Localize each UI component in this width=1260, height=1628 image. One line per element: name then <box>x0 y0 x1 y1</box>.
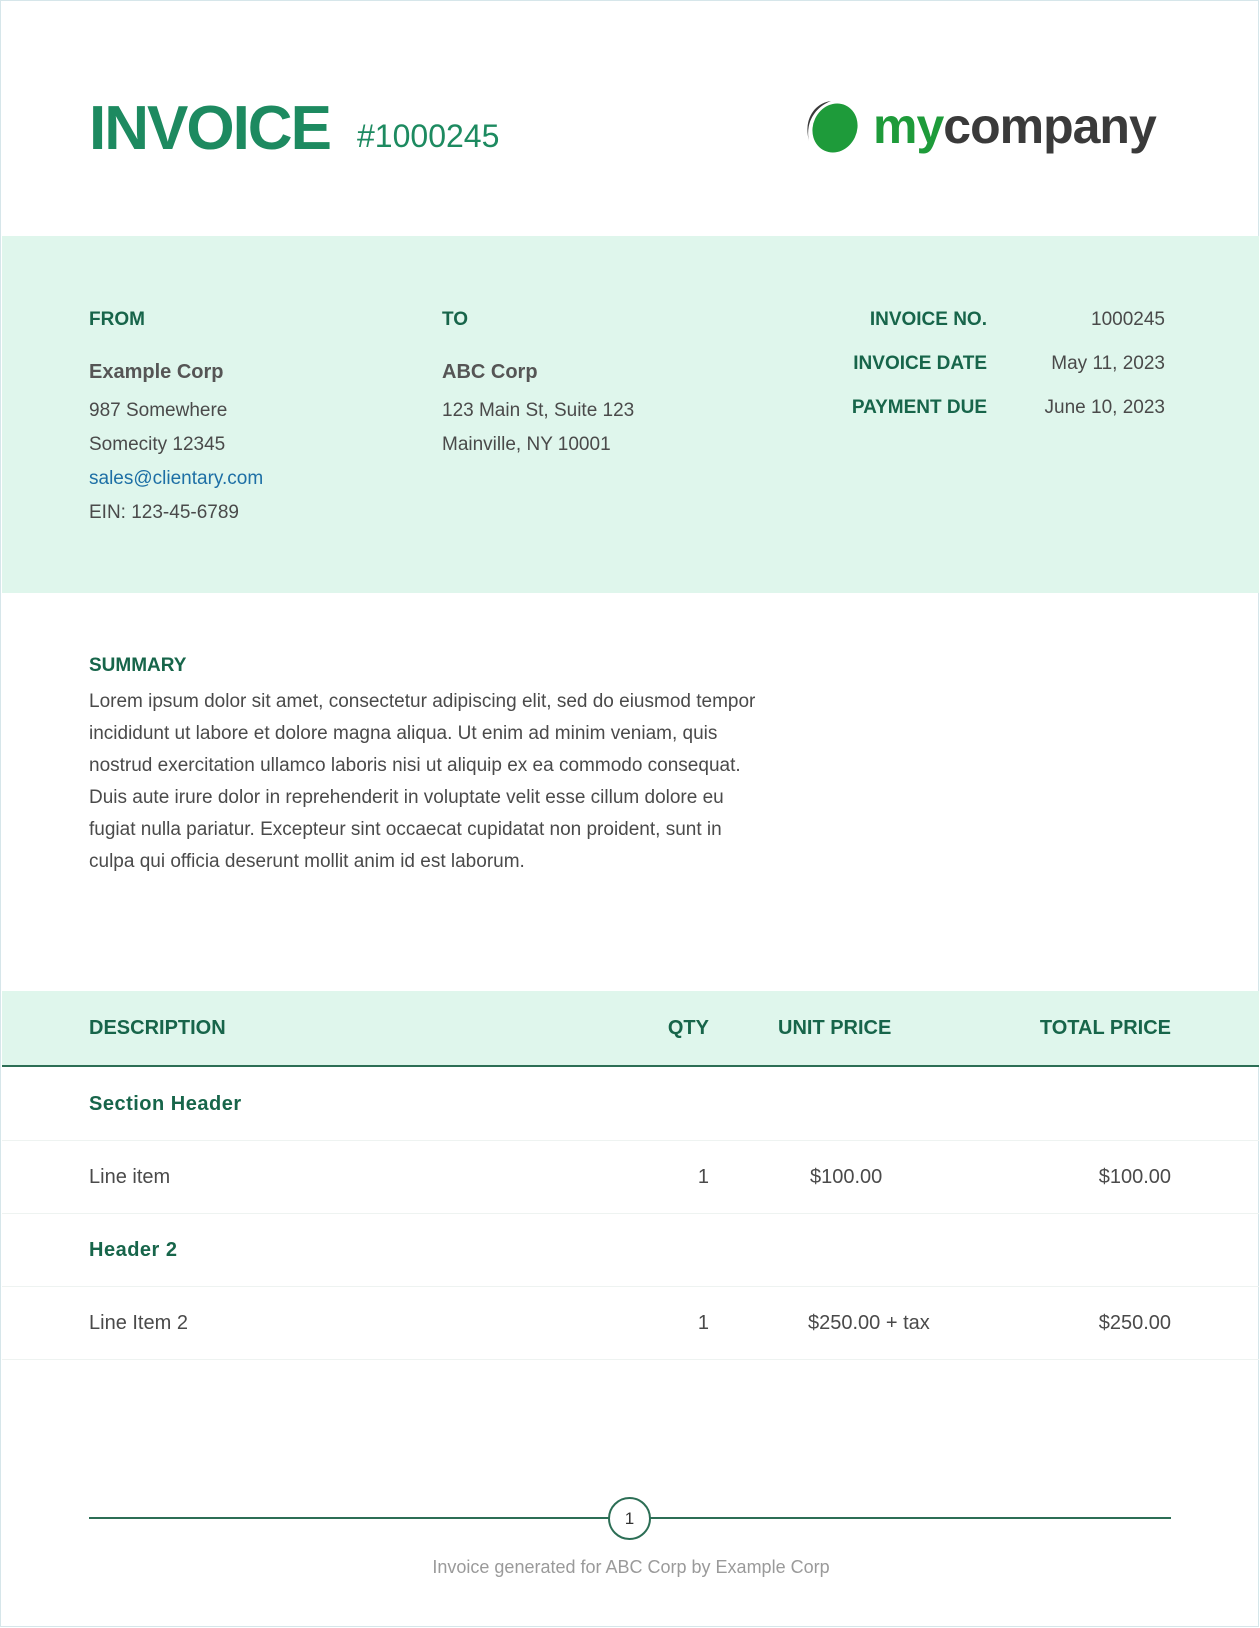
summary-label: SUMMARY <box>89 655 187 676</box>
from-email-link[interactable]: sales@clientary.com <box>89 468 264 489</box>
logo-company: company <box>943 98 1156 154</box>
row-qty: 1 <box>697 1166 709 1188</box>
from-ein: EIN: 123-45-6789 <box>89 502 239 523</box>
meta-invoice-no: INVOICE NO. 1000245 <box>869 309 1165 330</box>
to-address1: 123 Main St, Suite 123 <box>442 400 635 421</box>
to-name: ABC Corp <box>442 361 538 383</box>
col-description: DESCRIPTION <box>89 1016 226 1039</box>
row-description: Line Item 2 <box>89 1312 188 1334</box>
table-row <box>2 1288 1259 1360</box>
invoice-title: INVOICE <box>89 94 330 163</box>
logo-my: my <box>873 98 944 154</box>
row-unit-price: $100.00 <box>810 1166 883 1188</box>
from-label: FROM <box>89 309 145 330</box>
to-address2: Mainville, NY 10001 <box>442 434 611 455</box>
row-unit-price: $250.00 + tax <box>808 1312 930 1334</box>
page-number: 1 <box>608 1497 651 1540</box>
leaf-logo-icon <box>801 97 859 155</box>
invoice-number: #1000245 <box>357 118 500 154</box>
from-address1: 987 Somewhere <box>89 400 228 421</box>
from-block <box>89 309 263 524</box>
summary-text: Lorem ipsum dolor sit amet, consectetur adipiscing elit, sed do eiusmod tempor incididunt ut labore et dolore magna aliqua. Ut enim ad minim veniam, quis nostrud exercitation ullamco laboris nisi ut aliquip ex ea commodo consequat. Duis aute irure dolor in reprehenderit in voluptate velit esse cillum dolore eu fugiat nulla pariatur. Excepteur sint occaecat cupidatat non proident, sunt in culpa qui officia deserunt mollit anim id est laborum. <box>89 691 756 872</box>
row-description: Line item <box>89 1166 171 1188</box>
meta-payment-due: PAYMENT DUE June 10, 2023 <box>851 397 1165 418</box>
table-row <box>2 1142 1259 1214</box>
row-total: $250.00 <box>1098 1312 1171 1334</box>
company-logo <box>801 97 1156 155</box>
from-name: Example Corp <box>89 361 224 383</box>
section-header: Header 2 <box>89 1239 178 1261</box>
section-header: Section Header <box>89 1093 242 1115</box>
col-qty: QTY <box>667 1016 709 1039</box>
col-total-price: TOTAL PRICE <box>1039 1016 1171 1039</box>
row-total: $100.00 <box>1098 1166 1171 1188</box>
col-unit-price: UNIT PRICE <box>778 1016 892 1039</box>
table-section-row <box>2 1215 1259 1287</box>
meta-invoice-date: INVOICE DATE May 11, 2023 <box>853 353 1165 374</box>
from-address2: Somecity 12345 <box>89 434 226 455</box>
to-label: TO <box>442 309 469 330</box>
to-block <box>442 309 634 456</box>
row-qty: 1 <box>697 1312 709 1334</box>
table-header <box>2 991 1259 1067</box>
footer-text: Invoice generated for ABC Corp by Example Corp <box>432 1557 830 1577</box>
table-section-row <box>2 1069 1259 1141</box>
